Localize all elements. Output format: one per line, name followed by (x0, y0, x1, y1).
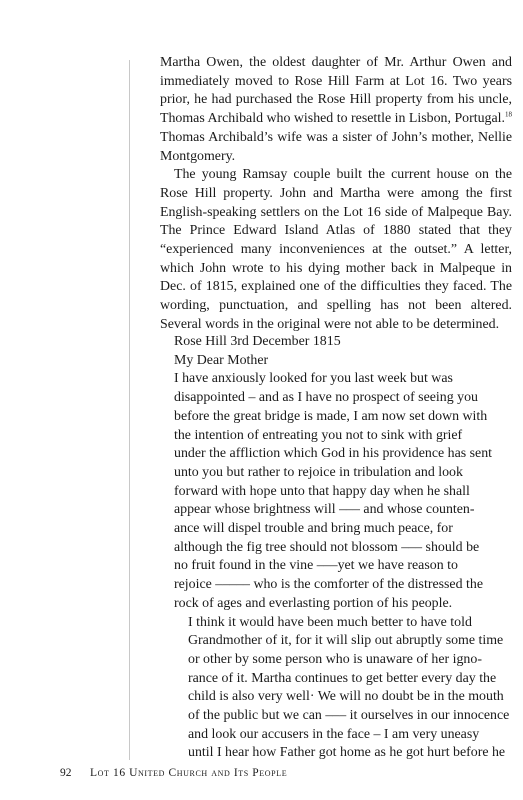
quoted-letter (174, 333, 514, 763)
margin-rule (129, 60, 130, 760)
letter-paragraph-1 (174, 370, 514, 613)
paragraph-1-continuation: Thomas Archibald’s wife was a sister of John’s mother, Nellie Montgomery. (160, 129, 512, 164)
body-text (160, 54, 512, 335)
letter-line: of the public but we can ––– it ourselves in our innocence (188, 708, 510, 724)
letter-line: appear whose brightness will ––– and whose counten- (174, 502, 475, 518)
letter-line: unto you but rather to rejoice in tribulation and look (174, 464, 463, 480)
letter-line: Grandmother of it, for it will slip out abruptly some time (188, 633, 504, 649)
letter-line: forward with hope unto that happy day when he shall (174, 483, 470, 499)
letter-line: ance will dispel trouble and bring much peace, for (174, 521, 453, 537)
letter-line: until I hear how Father got home as he got hurt before he (188, 745, 506, 761)
running-head: Lot 16 United Church and Its People (90, 767, 288, 779)
letter-line: the intention of entreating you not to sink with grief (174, 427, 463, 443)
body-paragraph-1 (160, 54, 512, 166)
letter-salutation: My Dear Mother (174, 352, 269, 368)
letter-line: rock of ages and everlasting portion of his people. (174, 595, 453, 611)
letter-line: rance of it. Martha continues to get better every day the (188, 670, 497, 686)
letter-paragraph-2 (174, 614, 514, 764)
letter-line: or other by some person who is unaware of her igno- (188, 651, 482, 667)
page-footer (60, 767, 287, 779)
letter-line: under the affliction which God in his providence has sent (174, 446, 492, 462)
letter-line: I think it would have been much better to have told (188, 614, 472, 630)
letter-line: child is also very well· We will no doubt be in the mouth (188, 689, 504, 705)
letter-line: before the great bridge is made, I am now set down with (174, 408, 488, 424)
body-paragraph-2: The young Ramsay couple built the current house on the Rose Hill property. John and Martha were among the first English-speaking settlers on the Lot 16 side of Malpeque Bay. The Prince Edward Island Atlas of 1880 stated that they “experienced many inconveniences at the outset.” A letter, which John wrote to his dying mother back in Malpeque in Dec. of 1815, explained one of the difficulties they faced. The wording, punctuation, and spelling has not been altered. Several words in the original were not able to be determined. (160, 167, 512, 332)
letter-dateline: Rose Hill 3rd December 1815 (174, 334, 341, 349)
letter-line: although the fig tree should not blossom ––– should be (174, 539, 480, 555)
footnote-reference: 18 (505, 110, 512, 119)
letter-line: rejoice ––––– who is the comforter of the distressed the (174, 577, 483, 593)
page-number: 92 (60, 767, 72, 779)
letter-line: I have anxiously looked for you last week but was (174, 371, 453, 387)
letter-line: no fruit found in the vine –––yet we have reason to (174, 558, 458, 574)
letter-line: and look our accusers in the face – I am very uneasy (188, 726, 480, 742)
paragraph-1-text: Martha Owen, the oldest daughter of Mr. Arthur Owen and immediately moved to Rose Hill Farm at Lot 16. Two years prior, he had purchased the Rose Hill property from his uncle, Thomas Archibald who wished to resettle in Lisbon, Portugal. (160, 55, 512, 127)
letter-line: disappointed – and as I have no prospect of seeing you (174, 390, 478, 406)
